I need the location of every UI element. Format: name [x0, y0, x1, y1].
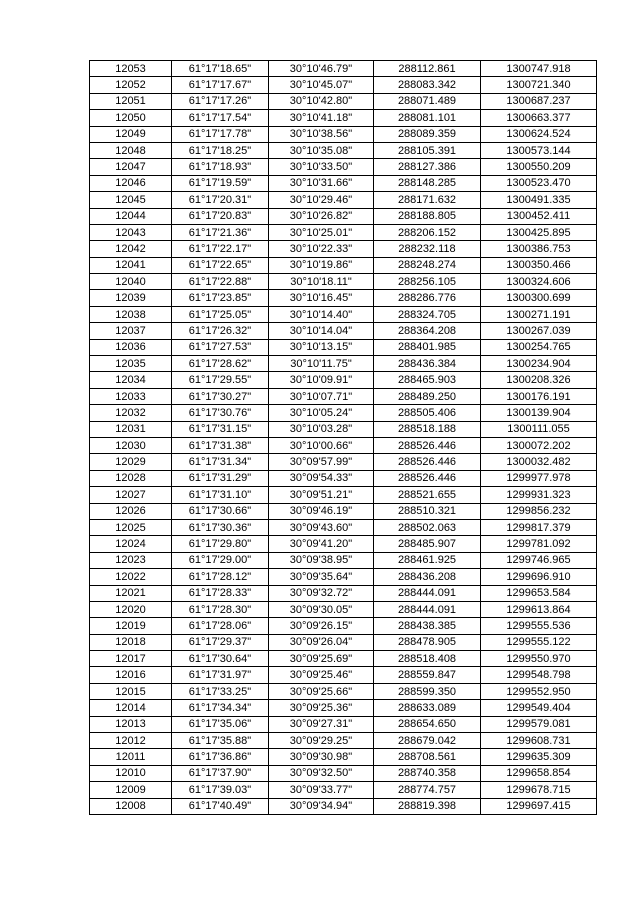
x-coordinate-cell: 288232.118	[374, 241, 481, 257]
table-row	[90, 749, 597, 765]
longitude-cell: 30°09'26.04"	[269, 634, 374, 650]
x-coordinate-cell: 288679.042	[374, 733, 481, 749]
table-row	[90, 274, 597, 290]
x-coordinate-cell: 288465.903	[374, 372, 481, 388]
table-row	[90, 569, 597, 585]
point-number-cell: 12026	[90, 503, 172, 519]
longitude-cell: 30°10'41.18"	[269, 110, 374, 126]
table-row	[90, 126, 597, 142]
latitude-cell: 61°17'22.88"	[172, 274, 269, 290]
x-coordinate-cell: 288286.776	[374, 290, 481, 306]
table-row	[90, 208, 597, 224]
point-number-cell: 12035	[90, 356, 172, 372]
y-coordinate-cell: 1300111.055	[481, 421, 597, 437]
longitude-cell: 30°09'32.50"	[269, 765, 374, 781]
x-coordinate-cell: 288559.847	[374, 667, 481, 683]
latitude-cell: 61°17'30.76"	[172, 405, 269, 421]
table-row	[90, 765, 597, 781]
y-coordinate-cell: 1299653.584	[481, 585, 597, 601]
table-row	[90, 339, 597, 355]
longitude-cell: 30°10'46.79"	[269, 61, 374, 77]
point-number-cell: 12040	[90, 274, 172, 290]
latitude-cell: 61°17'39.03"	[172, 782, 269, 798]
table-row	[90, 192, 597, 208]
longitude-cell: 30°09'25.69"	[269, 651, 374, 667]
point-number-cell: 12024	[90, 536, 172, 552]
x-coordinate-cell: 288083.342	[374, 77, 481, 93]
y-coordinate-cell: 1300234.904	[481, 356, 597, 372]
x-coordinate-cell: 288071.489	[374, 93, 481, 109]
longitude-cell: 30°10'25.01"	[269, 224, 374, 240]
x-coordinate-cell: 288089.359	[374, 126, 481, 142]
point-number-cell: 12046	[90, 175, 172, 191]
longitude-cell: 30°09'32.72"	[269, 585, 374, 601]
longitude-cell: 30°09'25.66"	[269, 683, 374, 699]
x-coordinate-cell: 288401.985	[374, 339, 481, 355]
table-row	[90, 437, 597, 453]
latitude-cell: 61°17'26.32"	[172, 323, 269, 339]
y-coordinate-cell: 1300386.753	[481, 241, 597, 257]
y-coordinate-cell: 1300254.765	[481, 339, 597, 355]
y-coordinate-cell: 1300267.039	[481, 323, 597, 339]
latitude-cell: 61°17'31.10"	[172, 487, 269, 503]
table-row	[90, 110, 597, 126]
x-coordinate-cell: 288526.446	[374, 470, 481, 486]
point-number-cell: 12036	[90, 339, 172, 355]
table-row	[90, 519, 597, 535]
y-coordinate-cell: 1300721.340	[481, 77, 597, 93]
x-coordinate-cell: 288444.091	[374, 585, 481, 601]
x-coordinate-cell: 288127.386	[374, 159, 481, 175]
latitude-cell: 61°17'35.88"	[172, 733, 269, 749]
longitude-cell: 30°09'46.19"	[269, 503, 374, 519]
table-row	[90, 651, 597, 667]
x-coordinate-cell: 288521.655	[374, 487, 481, 503]
y-coordinate-cell: 1300425.895	[481, 224, 597, 240]
x-coordinate-cell: 288518.188	[374, 421, 481, 437]
table-row	[90, 700, 597, 716]
coordinates-table	[89, 60, 597, 815]
point-number-cell: 12038	[90, 306, 172, 322]
longitude-cell: 30°10'09.91"	[269, 372, 374, 388]
latitude-cell: 61°17'17.54"	[172, 110, 269, 126]
longitude-cell: 30°09'54.33"	[269, 470, 374, 486]
x-coordinate-cell: 288436.384	[374, 356, 481, 372]
latitude-cell: 61°17'18.93"	[172, 159, 269, 175]
y-coordinate-cell: 1299635.309	[481, 749, 597, 765]
table-row	[90, 733, 597, 749]
x-coordinate-cell: 288105.391	[374, 142, 481, 158]
longitude-cell: 30°09'51.21"	[269, 487, 374, 503]
y-coordinate-cell: 1300032.482	[481, 454, 597, 470]
table-row	[90, 93, 597, 109]
longitude-cell: 30°09'27.31"	[269, 716, 374, 732]
table-row	[90, 421, 597, 437]
longitude-cell: 30°10'45.07"	[269, 77, 374, 93]
x-coordinate-cell: 288444.091	[374, 601, 481, 617]
y-coordinate-cell: 1300072.202	[481, 437, 597, 453]
x-coordinate-cell: 288436.208	[374, 569, 481, 585]
longitude-cell: 30°10'35.08"	[269, 142, 374, 158]
latitude-cell: 61°17'30.36"	[172, 519, 269, 535]
table-row	[90, 61, 597, 77]
point-number-cell: 12015	[90, 683, 172, 699]
latitude-cell: 61°17'40.49"	[172, 798, 269, 814]
y-coordinate-cell: 1300208.326	[481, 372, 597, 388]
latitude-cell: 61°17'29.80"	[172, 536, 269, 552]
x-coordinate-cell: 288526.446	[374, 437, 481, 453]
longitude-cell: 30°10'00.66"	[269, 437, 374, 453]
y-coordinate-cell: 1300271.191	[481, 306, 597, 322]
point-number-cell: 12016	[90, 667, 172, 683]
table-row	[90, 159, 597, 175]
y-coordinate-cell: 1300573.144	[481, 142, 597, 158]
y-coordinate-cell: 1299817.379	[481, 519, 597, 535]
coordinates-table-body	[90, 61, 597, 815]
y-coordinate-cell: 1299746.965	[481, 552, 597, 568]
table-row	[90, 487, 597, 503]
latitude-cell: 61°17'22.17"	[172, 241, 269, 257]
x-coordinate-cell: 288112.861	[374, 61, 481, 77]
point-number-cell: 12018	[90, 634, 172, 650]
longitude-cell: 30°09'26.15"	[269, 618, 374, 634]
table-row	[90, 142, 597, 158]
table-row	[90, 323, 597, 339]
latitude-cell: 61°17'35.06"	[172, 716, 269, 732]
y-coordinate-cell: 1299931.323	[481, 487, 597, 503]
y-coordinate-cell: 1300523.470	[481, 175, 597, 191]
longitude-cell: 30°09'29.25"	[269, 733, 374, 749]
longitude-cell: 30°09'30.05"	[269, 601, 374, 617]
y-coordinate-cell: 1299549.404	[481, 700, 597, 716]
x-coordinate-cell: 288206.152	[374, 224, 481, 240]
point-number-cell: 12049	[90, 126, 172, 142]
point-number-cell: 12025	[90, 519, 172, 535]
y-coordinate-cell: 1300687.237	[481, 93, 597, 109]
latitude-cell: 61°17'28.12"	[172, 569, 269, 585]
longitude-cell: 30°10'05.24"	[269, 405, 374, 421]
table-row	[90, 601, 597, 617]
latitude-cell: 61°17'31.97"	[172, 667, 269, 683]
point-number-cell: 12011	[90, 749, 172, 765]
longitude-cell: 30°10'14.04"	[269, 323, 374, 339]
point-number-cell: 12052	[90, 77, 172, 93]
point-number-cell: 12031	[90, 421, 172, 437]
longitude-cell: 30°10'26.82"	[269, 208, 374, 224]
point-number-cell: 12009	[90, 782, 172, 798]
point-number-cell: 12021	[90, 585, 172, 601]
point-number-cell: 12028	[90, 470, 172, 486]
y-coordinate-cell: 1299856.232	[481, 503, 597, 519]
table-row	[90, 470, 597, 486]
table-row	[90, 290, 597, 306]
longitude-cell: 30°09'38.95"	[269, 552, 374, 568]
x-coordinate-cell: 288324.705	[374, 306, 481, 322]
longitude-cell: 30°09'30.98"	[269, 749, 374, 765]
point-number-cell: 12037	[90, 323, 172, 339]
point-number-cell: 12008	[90, 798, 172, 814]
longitude-cell: 30°09'57.99"	[269, 454, 374, 470]
point-number-cell: 12051	[90, 93, 172, 109]
x-coordinate-cell: 288599.350	[374, 683, 481, 699]
x-coordinate-cell: 288188.805	[374, 208, 481, 224]
table-row	[90, 257, 597, 273]
table-row	[90, 618, 597, 634]
table-row	[90, 77, 597, 93]
latitude-cell: 61°17'28.62"	[172, 356, 269, 372]
x-coordinate-cell: 288478.905	[374, 634, 481, 650]
longitude-cell: 30°09'35.64"	[269, 569, 374, 585]
longitude-cell: 30°09'25.46"	[269, 667, 374, 683]
y-coordinate-cell: 1300663.377	[481, 110, 597, 126]
table-row	[90, 306, 597, 322]
y-coordinate-cell: 1299555.536	[481, 618, 597, 634]
latitude-cell: 61°17'28.06"	[172, 618, 269, 634]
table-row	[90, 388, 597, 404]
latitude-cell: 61°17'31.38"	[172, 437, 269, 453]
x-coordinate-cell: 288489.250	[374, 388, 481, 404]
y-coordinate-cell: 1299697.415	[481, 798, 597, 814]
latitude-cell: 61°17'28.33"	[172, 585, 269, 601]
x-coordinate-cell: 288364.208	[374, 323, 481, 339]
latitude-cell: 61°17'21.36"	[172, 224, 269, 240]
y-coordinate-cell: 1299781.092	[481, 536, 597, 552]
latitude-cell: 61°17'29.37"	[172, 634, 269, 650]
latitude-cell: 61°17'28.30"	[172, 601, 269, 617]
latitude-cell: 61°17'30.66"	[172, 503, 269, 519]
point-number-cell: 12032	[90, 405, 172, 421]
y-coordinate-cell: 1300176.191	[481, 388, 597, 404]
point-number-cell: 12045	[90, 192, 172, 208]
point-number-cell: 12050	[90, 110, 172, 126]
longitude-cell: 30°10'07.71"	[269, 388, 374, 404]
y-coordinate-cell: 1300300.699	[481, 290, 597, 306]
point-number-cell: 12044	[90, 208, 172, 224]
latitude-cell: 61°17'29.00"	[172, 552, 269, 568]
y-coordinate-cell: 1300550.209	[481, 159, 597, 175]
longitude-cell: 30°09'25.36"	[269, 700, 374, 716]
y-coordinate-cell: 1299608.731	[481, 733, 597, 749]
longitude-cell: 30°10'38.56"	[269, 126, 374, 142]
table-row	[90, 585, 597, 601]
y-coordinate-cell: 1300324.606	[481, 274, 597, 290]
x-coordinate-cell: 288256.105	[374, 274, 481, 290]
y-coordinate-cell: 1300747.918	[481, 61, 597, 77]
latitude-cell: 61°17'20.83"	[172, 208, 269, 224]
table-row	[90, 224, 597, 240]
latitude-cell: 61°17'27.53"	[172, 339, 269, 355]
point-number-cell: 12047	[90, 159, 172, 175]
table-row	[90, 241, 597, 257]
point-number-cell: 12017	[90, 651, 172, 667]
point-number-cell: 12020	[90, 601, 172, 617]
latitude-cell: 61°17'31.34"	[172, 454, 269, 470]
latitude-cell: 61°17'17.78"	[172, 126, 269, 142]
longitude-cell: 30°10'13.15"	[269, 339, 374, 355]
point-number-cell: 12027	[90, 487, 172, 503]
point-number-cell: 12033	[90, 388, 172, 404]
latitude-cell: 61°17'36.86"	[172, 749, 269, 765]
point-number-cell: 12041	[90, 257, 172, 273]
point-number-cell: 12014	[90, 700, 172, 716]
y-coordinate-cell: 1299977.978	[481, 470, 597, 486]
x-coordinate-cell: 288774.757	[374, 782, 481, 798]
latitude-cell: 61°17'17.67"	[172, 77, 269, 93]
table-row	[90, 356, 597, 372]
longitude-cell: 30°10'19.86"	[269, 257, 374, 273]
latitude-cell: 61°17'23.85"	[172, 290, 269, 306]
table-row	[90, 798, 597, 814]
longitude-cell: 30°09'33.77"	[269, 782, 374, 798]
x-coordinate-cell: 288248.274	[374, 257, 481, 273]
longitude-cell: 30°10'11.75"	[269, 356, 374, 372]
longitude-cell: 30°10'18.11"	[269, 274, 374, 290]
x-coordinate-cell: 288633.089	[374, 700, 481, 716]
y-coordinate-cell: 1300624.524	[481, 126, 597, 142]
table-row	[90, 683, 597, 699]
y-coordinate-cell: 1299579.081	[481, 716, 597, 732]
y-coordinate-cell: 1299548.798	[481, 667, 597, 683]
latitude-cell: 61°17'30.27"	[172, 388, 269, 404]
table-row	[90, 536, 597, 552]
table-row	[90, 634, 597, 650]
y-coordinate-cell: 1300350.466	[481, 257, 597, 273]
longitude-cell: 30°10'29.46"	[269, 192, 374, 208]
x-coordinate-cell: 288171.632	[374, 192, 481, 208]
point-number-cell: 12023	[90, 552, 172, 568]
latitude-cell: 61°17'19.59"	[172, 175, 269, 191]
x-coordinate-cell: 288819.398	[374, 798, 481, 814]
table-row	[90, 716, 597, 732]
longitude-cell: 30°10'03.28"	[269, 421, 374, 437]
x-coordinate-cell: 288148.285	[374, 175, 481, 191]
latitude-cell: 61°17'34.34"	[172, 700, 269, 716]
x-coordinate-cell: 288654.650	[374, 716, 481, 732]
y-coordinate-cell: 1299658.854	[481, 765, 597, 781]
longitude-cell: 30°09'43.60"	[269, 519, 374, 535]
table-row	[90, 372, 597, 388]
x-coordinate-cell: 288510.321	[374, 503, 481, 519]
longitude-cell: 30°10'42.80"	[269, 93, 374, 109]
x-coordinate-cell: 288081.101	[374, 110, 481, 126]
y-coordinate-cell: 1299552.950	[481, 683, 597, 699]
table-row	[90, 454, 597, 470]
table-row	[90, 503, 597, 519]
x-coordinate-cell: 288485.907	[374, 536, 481, 552]
x-coordinate-cell: 288502.063	[374, 519, 481, 535]
y-coordinate-cell: 1299613.864	[481, 601, 597, 617]
y-coordinate-cell: 1299555.122	[481, 634, 597, 650]
latitude-cell: 61°17'31.15"	[172, 421, 269, 437]
x-coordinate-cell: 288461.925	[374, 552, 481, 568]
longitude-cell: 30°09'41.20"	[269, 536, 374, 552]
latitude-cell: 61°17'20.31"	[172, 192, 269, 208]
point-number-cell: 12013	[90, 716, 172, 732]
point-number-cell: 12029	[90, 454, 172, 470]
point-number-cell: 12034	[90, 372, 172, 388]
x-coordinate-cell: 288438.385	[374, 618, 481, 634]
point-number-cell: 12022	[90, 569, 172, 585]
x-coordinate-cell: 288740.358	[374, 765, 481, 781]
table-row	[90, 175, 597, 191]
y-coordinate-cell: 1299678.715	[481, 782, 597, 798]
y-coordinate-cell: 1300491.335	[481, 192, 597, 208]
latitude-cell: 61°17'33.25"	[172, 683, 269, 699]
point-number-cell: 12019	[90, 618, 172, 634]
latitude-cell: 61°17'31.29"	[172, 470, 269, 486]
longitude-cell: 30°10'22.33"	[269, 241, 374, 257]
point-number-cell: 12042	[90, 241, 172, 257]
point-number-cell: 12043	[90, 224, 172, 240]
x-coordinate-cell: 288505.406	[374, 405, 481, 421]
longitude-cell: 30°10'16.45"	[269, 290, 374, 306]
point-number-cell: 12053	[90, 61, 172, 77]
y-coordinate-cell: 1300452.411	[481, 208, 597, 224]
latitude-cell: 61°17'25.05"	[172, 306, 269, 322]
point-number-cell: 12010	[90, 765, 172, 781]
latitude-cell: 61°17'29.55"	[172, 372, 269, 388]
x-coordinate-cell: 288518.408	[374, 651, 481, 667]
point-number-cell: 12039	[90, 290, 172, 306]
longitude-cell: 30°10'33.50"	[269, 159, 374, 175]
latitude-cell: 61°17'22.65"	[172, 257, 269, 273]
table-row	[90, 667, 597, 683]
longitude-cell: 30°10'31.66"	[269, 175, 374, 191]
latitude-cell: 61°17'18.65"	[172, 61, 269, 77]
table-row	[90, 782, 597, 798]
y-coordinate-cell: 1300139.904	[481, 405, 597, 421]
y-coordinate-cell: 1299696.910	[481, 569, 597, 585]
x-coordinate-cell: 288708.561	[374, 749, 481, 765]
latitude-cell: 61°17'37.90"	[172, 765, 269, 781]
table-row	[90, 552, 597, 568]
latitude-cell: 61°17'18.25"	[172, 142, 269, 158]
longitude-cell: 30°09'34.94"	[269, 798, 374, 814]
x-coordinate-cell: 288526.446	[374, 454, 481, 470]
point-number-cell: 12030	[90, 437, 172, 453]
latitude-cell: 61°17'30.64"	[172, 651, 269, 667]
y-coordinate-cell: 1299550.970	[481, 651, 597, 667]
point-number-cell: 12048	[90, 142, 172, 158]
latitude-cell: 61°17'17.26"	[172, 93, 269, 109]
longitude-cell: 30°10'14.40"	[269, 306, 374, 322]
point-number-cell: 12012	[90, 733, 172, 749]
table-row	[90, 405, 597, 421]
